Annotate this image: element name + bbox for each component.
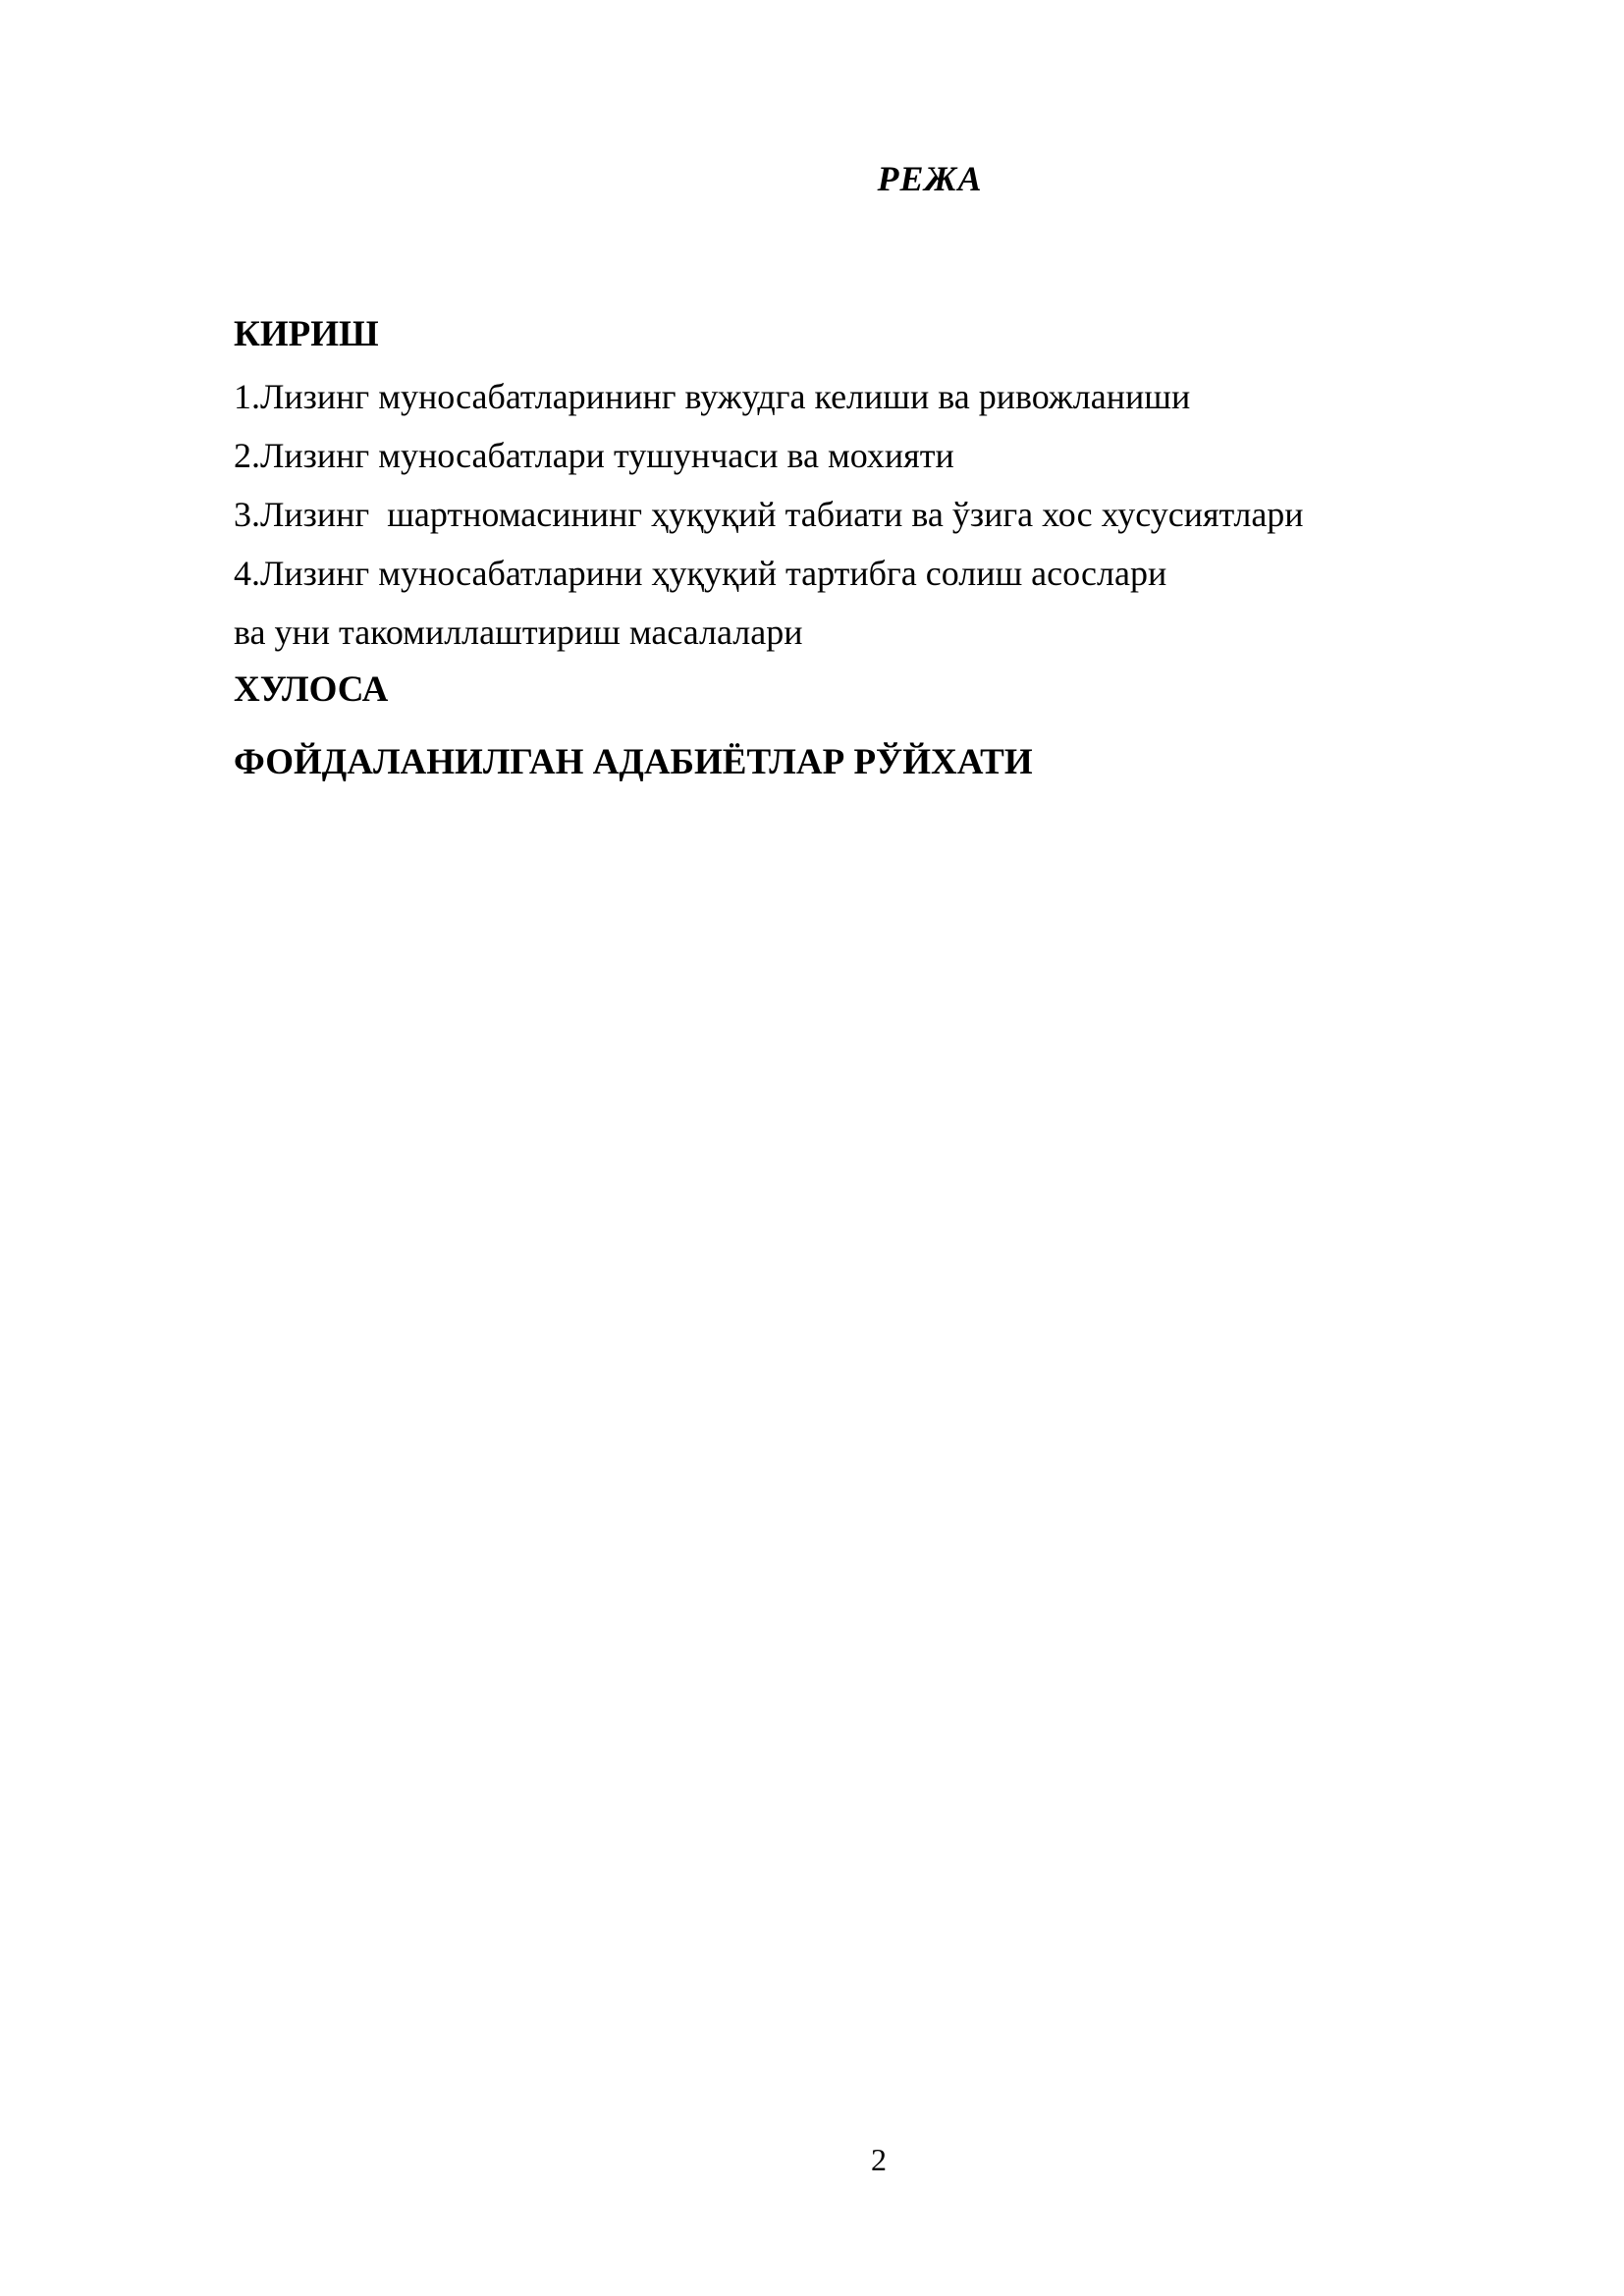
conclusion-heading: ХУЛОСА — [234, 669, 389, 710]
plan-items-list — [234, 367, 1451, 662]
plan-item-4: 4.Лизинг муносабатларини ҳуқуқий тартибга солиш асослари — [234, 554, 1167, 593]
plan-content — [234, 312, 1451, 785]
intro-heading: КИРИШ — [234, 314, 379, 354]
plan-item-2: 2.Лизинг муносабатлари тушунчаси ва мохияти — [234, 436, 954, 475]
plan-item-1: 1.Лизинг муносабатларининг вужудга келиши ва ривожланиши — [234, 377, 1191, 416]
page-number: 2 — [871, 2142, 887, 2177]
plan-item-3: 3.Лизинг шартномасининг ҳуқуқий табиати ва ўзига хос хусусиятлари — [234, 495, 1304, 534]
references-heading: ФОЙДАЛАНИЛГАН АДАБИЁТЛАР РЎЙХАТИ — [234, 742, 1033, 782]
plan-item-4-continuation: ва уни такомиллаштириш масалалари — [234, 613, 803, 652]
page-title: РЕЖА — [877, 159, 983, 198]
